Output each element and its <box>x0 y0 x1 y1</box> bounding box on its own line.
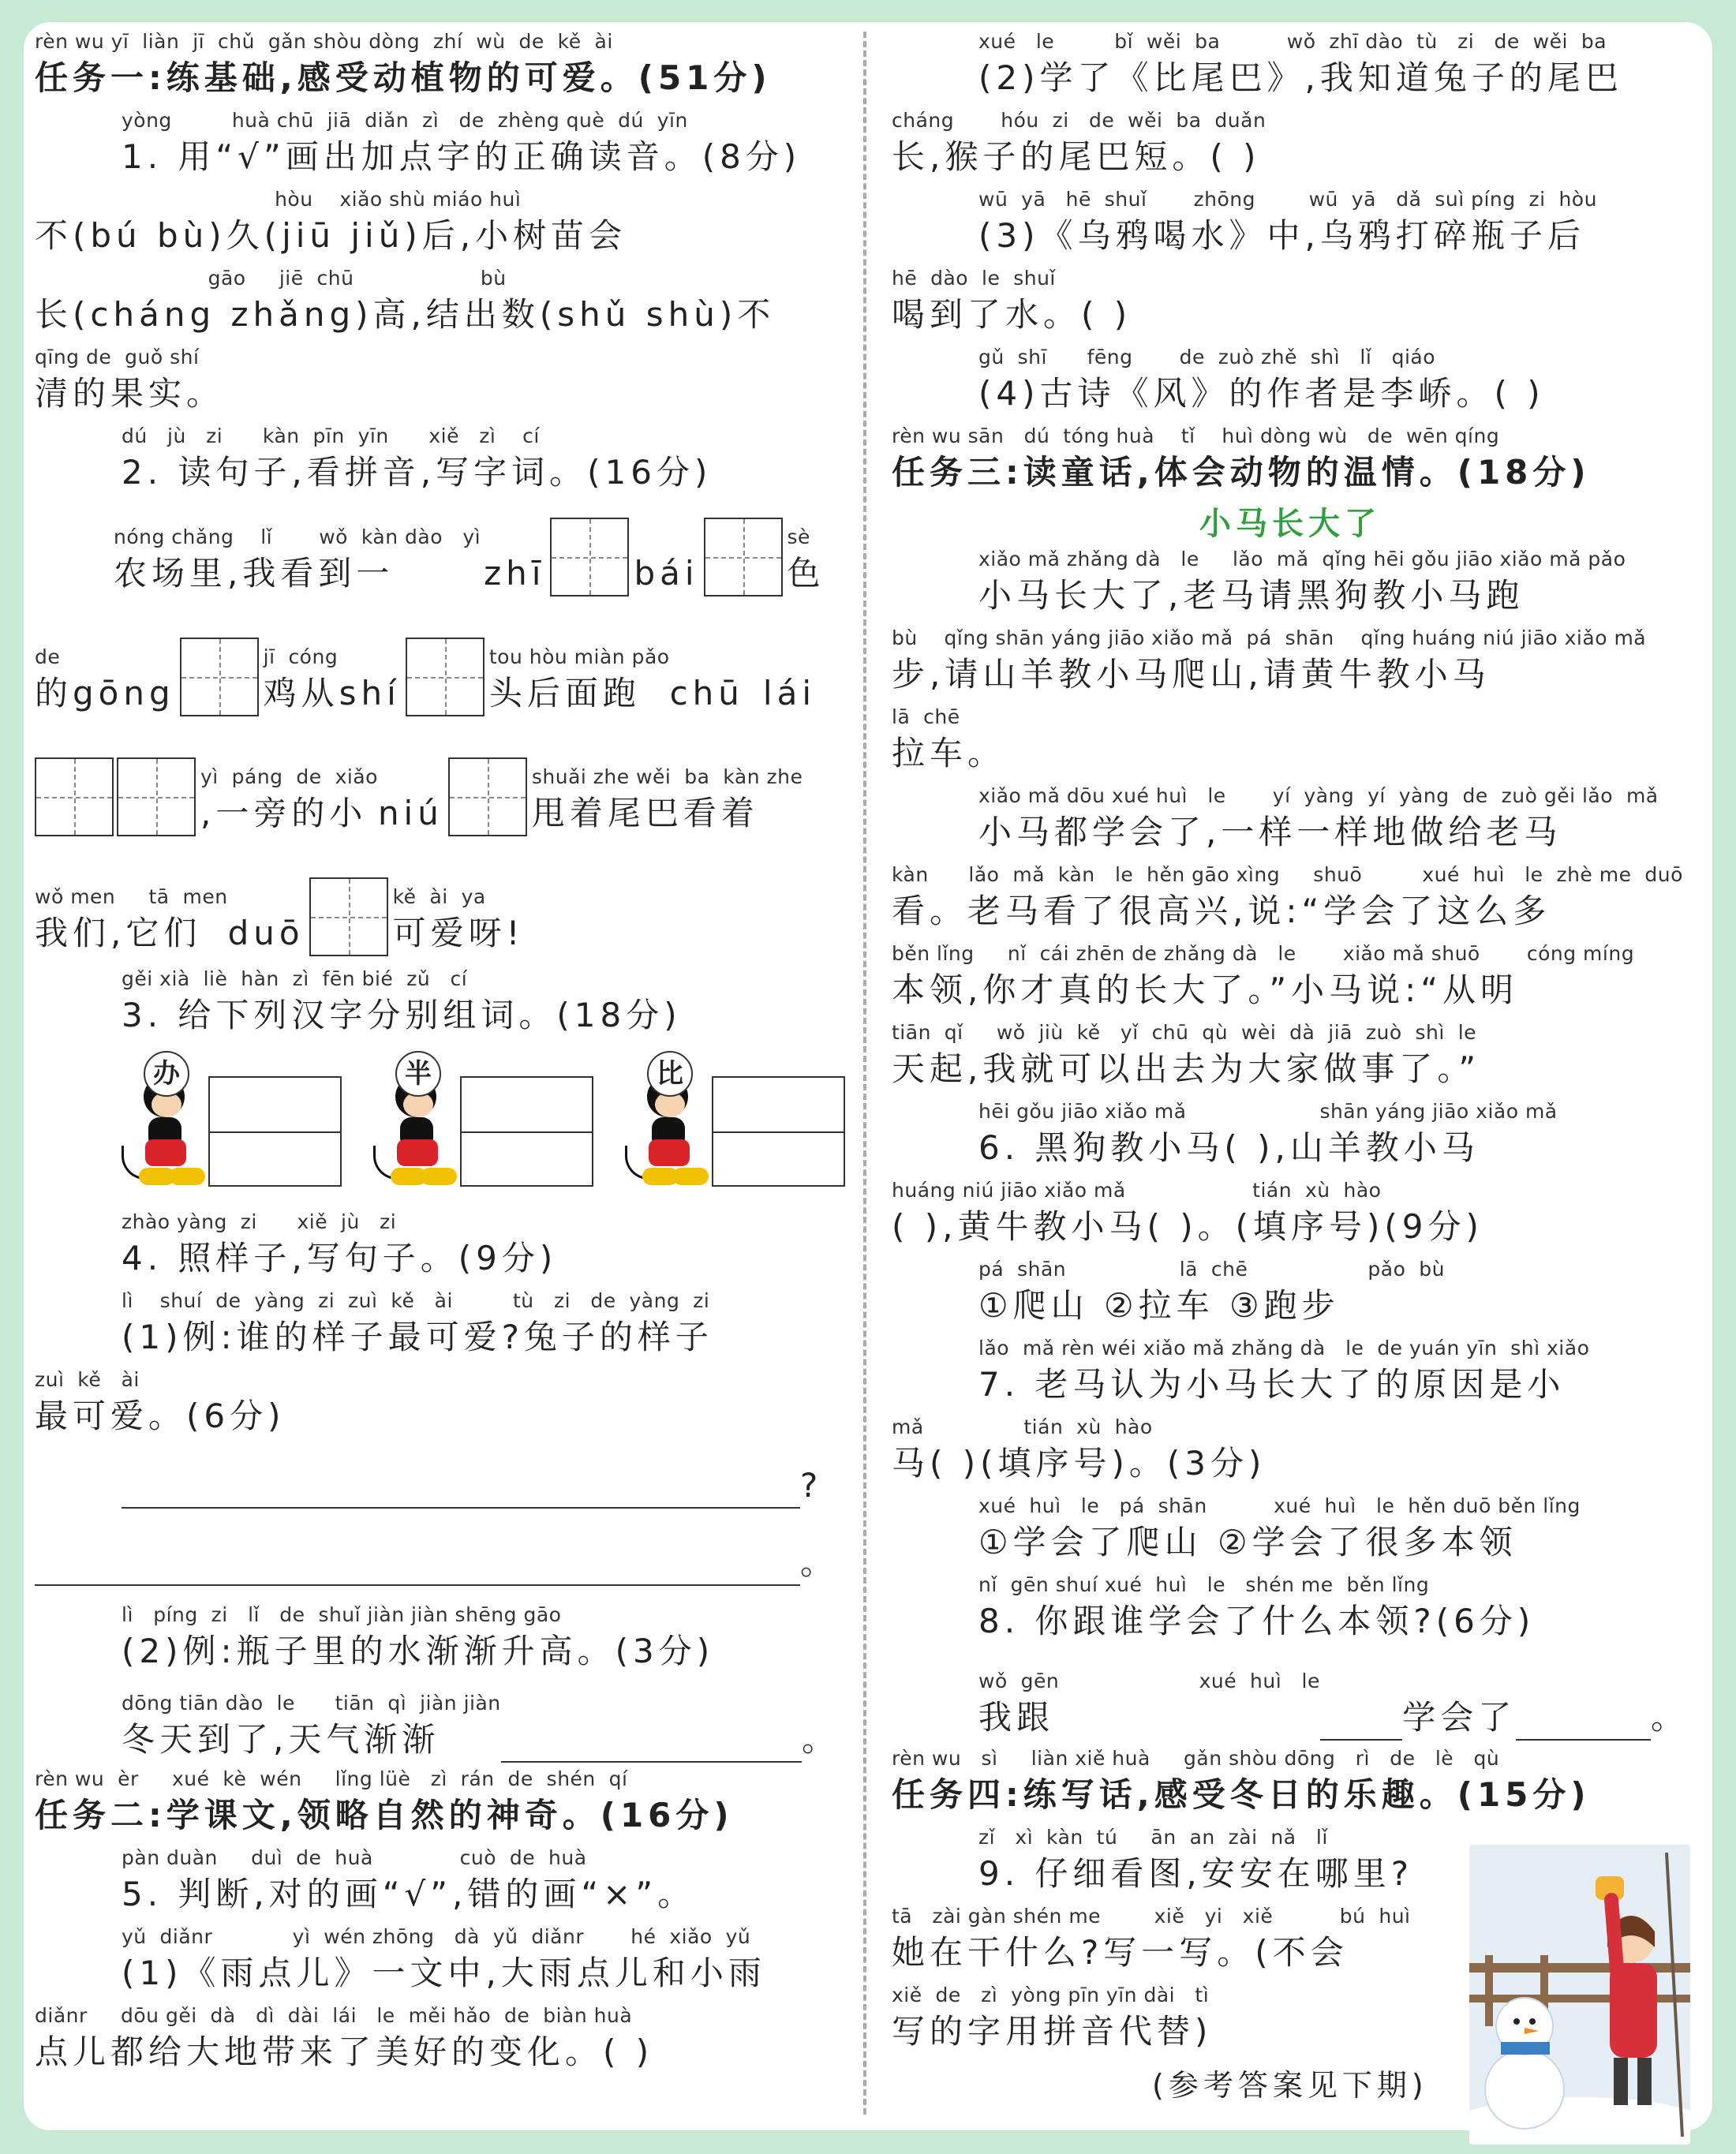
story-p1: xiǎo mǎ zhǎng dà le lǎo mǎ qǐng hēi gǒu jiāo xiǎo mǎ pǎo 小马长大了,老马请黑狗教小马跑 <box>978 548 1626 615</box>
question-1: yòng huà chū jiā diǎn zì de zhèng què dú yīn 1. 用“√”画出加点字的正确读音。(8分) <box>122 109 802 176</box>
question-9b: tā zài gàn shén me xiě yi xiě bú huì 她在干什么?写一写。(不会 <box>892 1905 1411 1972</box>
question-4-answer2: 。 <box>35 1540 840 1586</box>
question-8: nǐ gēn shuí xué huì le shén me běn lǐng 8. 你跟谁学会了什么本领?(6分) <box>978 1573 1536 1640</box>
word-group-3 <box>625 1051 845 1201</box>
story-p2d: tiān qǐ wǒ jiù kě yǐ chū qù wèi dà jiā zuò shì le 天起,我就可以出去为大家做事了。” <box>892 1021 1481 1088</box>
tianzige-box[interactable] <box>406 638 485 716</box>
question-5-item1b: diǎnr dōu gěi dà dì dài lái le měi hǎo de biàn huà 点儿都给大地带来了美好的变化。( ) <box>35 2004 654 2071</box>
tianzige-box[interactable] <box>35 757 114 836</box>
answer-line[interactable] <box>1320 1707 1402 1741</box>
top-strip <box>0 0 1736 22</box>
mickey-mouse-icon <box>625 1051 712 1193</box>
question-5-item4: gǔ shī fēng de zuò zhě shì lǐ qiáo (4)古诗《风》的作者是李峤。( ) <box>978 346 1545 413</box>
answer-line[interactable] <box>1516 1707 1651 1741</box>
question-7: lǎo mǎ rèn wéi xiǎo mǎ zhǎng dà le de yuán yīn shì xiǎo 7. 老马认为小马长大了的原因是小 <box>978 1337 1590 1404</box>
tianzige-box[interactable] <box>704 518 783 596</box>
story-p1c: lā chē 拉车。 <box>892 705 1006 772</box>
winter-girl-snowman-illustration <box>1469 1845 1690 2145</box>
question-3-words <box>35 1051 840 1201</box>
question-4-example1b: zuì kě ài 最可爱。(6分) <box>35 1368 286 1435</box>
left-column <box>35 28 840 2081</box>
story-title: 小马长大了 <box>1199 506 1381 542</box>
char-ban2: 半 <box>395 1051 441 1097</box>
question-4-example1: lì shuí de yàng zi zuì kě ài tù zi de yàng zi (1)例:谁的样子最可爱?兔子的样子 <box>122 1289 713 1356</box>
word-group-1 <box>122 1051 342 1201</box>
right-column <box>892 28 1689 2108</box>
task3-heading: rèn wu sān dú tóng huà tǐ huì dòng wù de wēn qíng 任务三:读童话,体会动物的温情。(18分) <box>892 424 1591 492</box>
task1-heading: rèn wu yī liàn jī chǔ gǎn shòu dòng zhí wù de kě ài 任务一:练基础,感受动植物的可爱。(51分) <box>35 30 772 97</box>
tianzige-box[interactable] <box>550 518 629 596</box>
question-5-item1: yǔ diǎnr yì wén zhōng dà yǔ diǎnr hé xiǎo yǔ (1)《雨点儿》一文中,大雨点儿和小雨 <box>122 1925 766 1992</box>
word-answer-box[interactable] <box>712 1076 845 1187</box>
snow-scene-icon <box>1469 1845 1690 2145</box>
question-2-line2: de 的 gōng jī cóng 鸡从 shí tou hòu miàn pǎo 头后面跑 chū lái <box>35 634 840 716</box>
tianzige-box[interactable] <box>117 757 196 836</box>
tianzige-box[interactable] <box>180 638 259 716</box>
story-p2: xiǎo mǎ dōu xué huì le yí yàng yí yàng de zuò gěi lǎo mǎ 小马都学会了,一样一样地做给老马 <box>978 784 1659 851</box>
question-4-answer1: ? <box>35 1463 840 1509</box>
mickey-mouse-icon <box>122 1051 208 1193</box>
char-ban: 办 <box>144 1051 189 1097</box>
tianzige-box[interactable] <box>309 877 388 956</box>
question-7b: mǎ tián xù hào 马( )(填序号)。(3分) <box>892 1415 1266 1483</box>
char-bi: 比 <box>647 1051 693 1097</box>
mickey-mouse-icon <box>373 1051 460 1193</box>
question-4-example2b: dōng tiān dào le tiān qì jiàn jiàn 冬天到了,天气渐渐 。 <box>35 1690 840 1763</box>
question-9c: xiě de zì yòng pīn yīn dài tì 写的字用拼音代替) <box>892 1984 1213 2051</box>
word-answer-box[interactable] <box>208 1076 342 1187</box>
question-6-options: pá shān lā chē pǎo bù ①爬山 ②拉车 ③跑步 <box>978 1258 1445 1325</box>
question-7-options: xué huì le pá shān xué huì le hěn duō běn lǐng ①学会了爬山 ②学会了很多本领 <box>978 1494 1581 1561</box>
question-3: gěi xià liè hàn zì fēn bié zǔ cí 3. 给下列汉字分别组词。(18分) <box>122 967 682 1034</box>
question-4-example2: lì píng zi lǐ de shuǐ jiàn jiàn shēng gāo (2)例:瓶子里的水渐渐升高。(3分) <box>122 1603 715 1670</box>
column-divider <box>863 32 866 2115</box>
word-answer-box[interactable] <box>460 1076 593 1187</box>
tianzige-box[interactable] <box>448 757 527 836</box>
question-5-item2b: cháng hóu zi de wěi ba duǎn 长,猴子的尾巴短。( ) <box>892 109 1266 176</box>
question-5-item3b: hē dào le shuǐ 喝到了水。( ) <box>892 267 1132 334</box>
story-p2c: běn lǐng nǐ cái zhēn de zhǎng dà le xiǎo mǎ shuō cóng míng 本领,你才真的长大了。”小马说:“从明 <box>892 942 1635 1009</box>
question-4: zhào yàng zi xiě jù zi 4. 照样子,写句子。(9分) <box>122 1210 558 1277</box>
question-8-answer: wǒ gēn xué huì le 我跟 学会了 。 <box>892 1668 1689 1741</box>
question-2-line4: wǒ men tā men 我们,它们 duō kě ài ya 可爱呀! <box>35 874 840 956</box>
question-6: hēi gǒu jiāo xiǎo mǎ shān yáng jiāo xiǎo mǎ 6. 黑狗教小马( ),山羊教小马 <box>978 1100 1558 1167</box>
question-1-line3: qīng de guǒ shí 清的果实。 <box>35 346 225 413</box>
footer-note: (参考答案见下期) <box>1152 2068 1428 2103</box>
question-1-line2: gāo jiē chū bù 长(cháng zhǎng)高,结出数(shǔ shù)不 <box>35 267 776 334</box>
question-5: pàn duàn duì de huà cuò de huà 5. 判断,对的画“√”,错的画“×”。 <box>122 1846 696 1913</box>
task4-heading: rèn wu sì liàn xiě huà gǎn shòu dōng rì de lè qù 任务四:练写话,感受冬日的乐趣。(15分) <box>892 1747 1591 1814</box>
question-5-item2: xué le bǐ wěi ba wǒ zhī dào tù zi de wěi ba (2)学了《比尾巴》,我知道兔子的尾巴 <box>978 30 1623 97</box>
question-9: zǐ xì kàn tú ān an zài nǎ lǐ 9. 仔细看图,安安在哪里? <box>978 1826 1414 1893</box>
answer-line[interactable] <box>501 1730 802 1763</box>
word-group-2 <box>373 1051 593 1201</box>
story-p1b: bù qǐng shān yáng jiāo xiǎo mǎ pá shān qǐng huáng niú jiāo xiǎo mǎ 步,请山羊教小马爬山,请黄牛教小马 <box>892 626 1647 694</box>
question-1-line1: hòu xiǎo shù miáo huì 不(bú bù)久(jiū jiǔ)后,小树苗会 <box>35 188 627 255</box>
question-6b: huáng niú jiāo xiǎo mǎ tián xù hào ( ),黄牛教小马( )。(填序号)(9分) <box>892 1179 1483 1246</box>
question-5-item3: wū yā hē shuǐ zhōng wū yā dǎ suì píng zi hòu (3)《乌鸦喝水》中,乌鸦打碎瓶子后 <box>978 188 1597 255</box>
question-2: dú jù zi kàn pīn yīn xiě zì cí 2. 读句子,看拼音,写字词。(16分) <box>122 424 713 492</box>
question-2-line1: nóng chǎng lǐ wǒ kàn dào yì 农场里,我看到一 zhī bái sè 色 <box>35 514 840 596</box>
story-p2b: kàn lǎo mǎ kàn le hěn gāo xìng shuō xué huì le zhè me duō 看。老马看了很高兴,说:“学会了这么多 <box>892 863 1683 930</box>
task2-heading: rèn wu èr xué kè wén lǐng lüè zì rán de shén qí 任务二:学课文,领略自然的神奇。(16分) <box>35 1767 734 1834</box>
answer-line[interactable] <box>35 1553 800 1586</box>
question-2-line3: yì páng de xiǎo ,一旁的小 niú shuǎi zhe wěi ba kàn zhe 甩着尾巴看着 <box>35 754 840 836</box>
answer-line[interactable] <box>122 1475 800 1509</box>
